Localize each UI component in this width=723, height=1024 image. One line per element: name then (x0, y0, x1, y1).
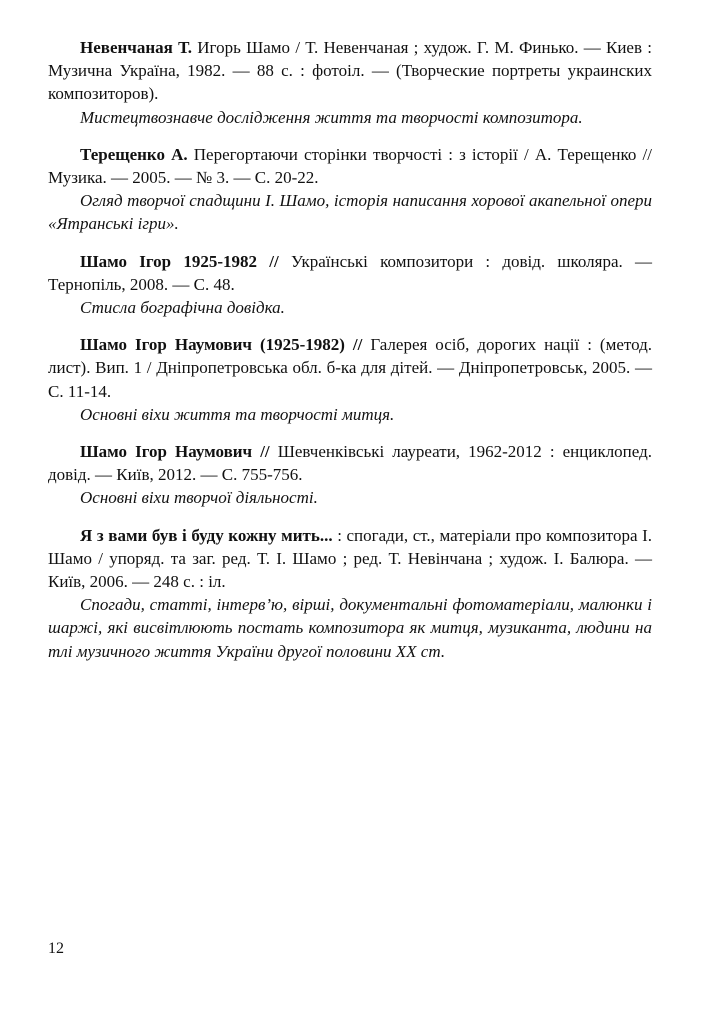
entry-author: Я з вами був і буду кожну мить... (80, 525, 333, 545)
bibliography-entry (48, 333, 652, 426)
citation (48, 36, 652, 106)
page-number: 12 (48, 940, 64, 957)
entry-citation: Українські композитори : довід. школяра. — Тернопіль, 2008. — С. 48. (48, 251, 653, 294)
entry-annotation: Огляд творчої спадщини І. Шамо, історія написання хорової акапельної опери «Ятранські ігри». (48, 191, 652, 234)
citation (48, 440, 652, 486)
bibliography-entry (48, 440, 652, 510)
bibliography-entry (48, 250, 652, 320)
bibliography-list (48, 36, 652, 677)
entry-annotation: Мистецтвознавче дослідження життя та творчості композитора. (80, 107, 583, 127)
entry-author: Шамо Ігор Наумович (1925-1982) // (80, 335, 363, 355)
citation (48, 524, 652, 594)
citation (48, 333, 652, 403)
citation (48, 250, 652, 296)
bibliography-entry (48, 524, 652, 663)
entry-annotation: Основні віхи творчої діяльності. (80, 488, 318, 508)
entry-citation: : спогади, ст., матеріали про композитора І. Шамо / упоряд. та заг. ред. Т. І. Шамо ; ред. Т. Невінчана ; худож. І. Балюра. — Київ, 2006. — 248 с. : іл. (48, 525, 652, 592)
citation (48, 143, 652, 189)
bibliography-entry (48, 143, 652, 236)
entry-author: Невенчаная Т. (80, 38, 193, 57)
entry-author: Терещенко А. (80, 144, 188, 164)
entry-author: Шамо Ігор 1925-1982 // (80, 251, 279, 271)
entry-citation: Игорь Шамо / Т. Невенчаная ; худож. Г. М. Финько. — Киев : Музична Україна, 1982. — 88 с. : фотоіл. — (Творческие портреты украинских композиторов). (48, 38, 652, 104)
entry-citation: Перегортаючи сторінки творчості : з історії / А. Терещенко // Музика. — 2005. — № 3. — С. 20-22. (48, 144, 652, 188)
entry-annotation: Спогади, статті, інтерв’ю, вірші, документальні фотоматеріали, малюнки і шаржі, які висвітлюють постать композитора як митця, музиканта, людини на тлі музичного життя України другої половини ХХ ст. (48, 595, 652, 661)
bibliography-entry (48, 36, 652, 129)
entry-annotation: Основні віхи життя та творчості митця. (80, 404, 395, 424)
entry-author: Шамо Ігор Наумович // (80, 442, 270, 462)
entry-citation: Галерея осіб, дорогих нації : (метод. лист). Вип. 1 / Дніпропетровська обл. б-ка для дітей. — Дніпропетровськ, 2005. — С. 11-14. (48, 335, 653, 401)
entry-citation: Шевченківські лауреати, 1962-2012 : енциклопед. довід. — Київ, 2012. — С. 755-756. (48, 442, 653, 485)
entry-annotation: Стисла бографічна довідка. (80, 298, 285, 318)
